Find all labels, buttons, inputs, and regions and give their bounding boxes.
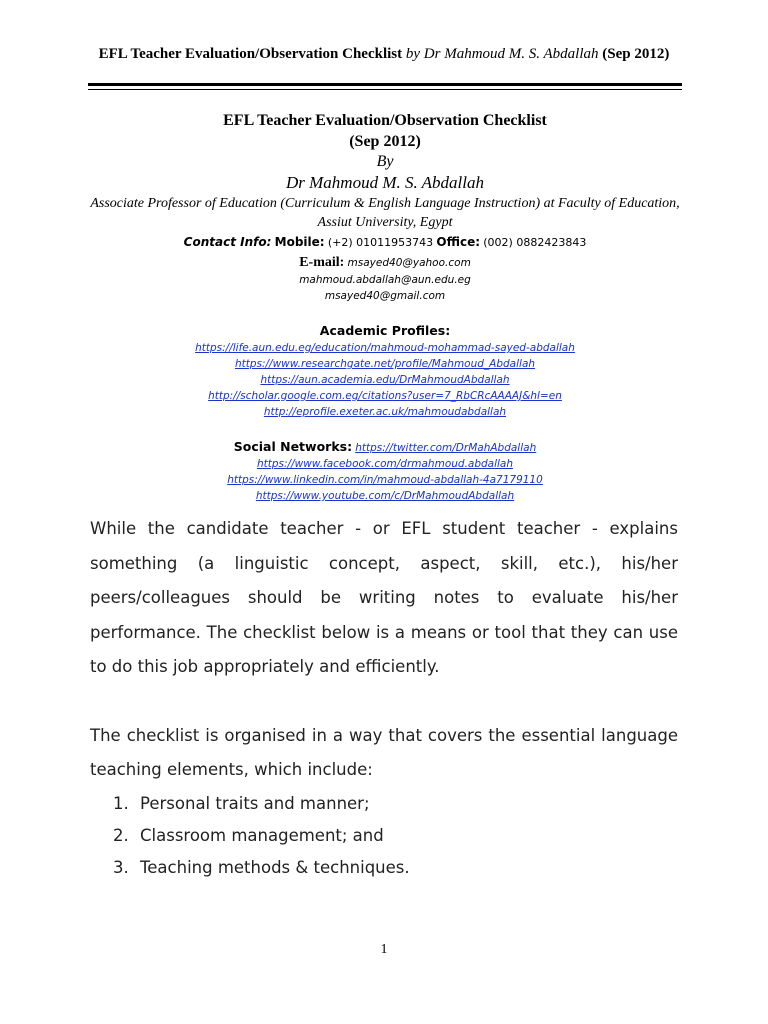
academic-link-researchgate[interactable]: https://www.researchgate.net/profile/Mahmoud_Abdallah: [234, 358, 536, 370]
contact-line: [88, 233, 682, 252]
page-number: 1: [380, 942, 388, 957]
body-text: [90, 512, 678, 884]
header-author: by Dr Mahmoud M. S. Abdallah: [405, 46, 599, 62]
doc-affiliation: Associate Professor of Education (Curriculum & English Language Instruction) at Faculty of Education, Assiut University, Egypt: [90, 196, 680, 230]
mobile-number: (+2) 01011953743: [327, 236, 434, 249]
list-item: 1. Personal traits and manner;: [134, 788, 678, 820]
title-block: [88, 110, 682, 504]
doc-date: (Sep 2012): [349, 133, 421, 150]
doc-title: EFL Teacher Evaluation/Observation Checklist: [223, 112, 547, 129]
intro-paragraph: While the candidate teacher - or EFL student teacher - explains something (a linguistic concept, aspect, skill, etc.), his/her peers/colleagues should be writing notes to evaluate his/her performance. The checklist below is a means or tool that they can use to do this job appropriately and efficiently.: [90, 519, 678, 676]
social-link-youtube[interactable]: https://www.youtube.com/c/DrMahmoudAbdallah: [255, 490, 515, 502]
social-link-twitter[interactable]: https://twitter.com/DrMahAbdallah: [355, 442, 537, 454]
academic-link-exeter[interactable]: http://eprofile.exeter.ac.uk/mahmoudabdallah: [263, 406, 507, 418]
checklist-paragraph: The checklist is organised in a way that covers the essential language teaching elements, which include:: [90, 725, 678, 779]
mobile-label: Mobile:: [274, 235, 325, 249]
header-rule-thick: [88, 83, 682, 86]
email-label: E-mail:: [299, 255, 345, 270]
email-2: mahmoud.abdallah@aun.edu.eg: [299, 274, 471, 286]
academic-link-aun[interactable]: https://life.aun.edu.eg/education/mahmoud-mohammad-sayed-abdallah: [195, 342, 575, 354]
list-item: 2. Classroom management; and: [134, 820, 678, 852]
academic-heading: Academic Profiles:: [319, 323, 451, 338]
social-heading: Social Networks:: [233, 439, 353, 454]
email-1: msayed40@yahoo.com: [347, 257, 471, 269]
academic-link-academia[interactable]: https://aun.academia.edu/DrMahmoudAbdallah: [260, 374, 510, 386]
doc-author: Dr Mahmoud M. S. Abdallah: [285, 173, 484, 192]
header-title: EFL Teacher Evaluation/Observation Checklist: [98, 46, 403, 62]
header-rule-thin: [88, 89, 682, 90]
academic-link-scholar[interactable]: http://scholar.google.com.eg/citations?user=7_RbCRcAAAAJ&hl=en: [208, 390, 562, 402]
email-3: msayed40@gmail.com: [324, 290, 446, 302]
elements-list: [90, 788, 678, 884]
header-date: (Sep 2012): [602, 46, 670, 62]
office-number: (002) 0882423843: [483, 236, 587, 249]
office-label: Office:: [436, 235, 481, 249]
doc-by: By: [376, 153, 394, 170]
social-link-linkedin[interactable]: https://www.linkedin.com/in/mahmoud-abdallah-4a7179110: [227, 474, 543, 486]
list-item: 3. Teaching methods & techniques.: [134, 852, 678, 884]
email-line: [88, 253, 682, 272]
social-line: [88, 438, 682, 456]
contact-label: Contact Info:: [183, 235, 272, 249]
running-header: [0, 46, 768, 63]
social-link-facebook[interactable]: https://www.facebook.com/drmahmoud.abdallah: [256, 458, 514, 470]
